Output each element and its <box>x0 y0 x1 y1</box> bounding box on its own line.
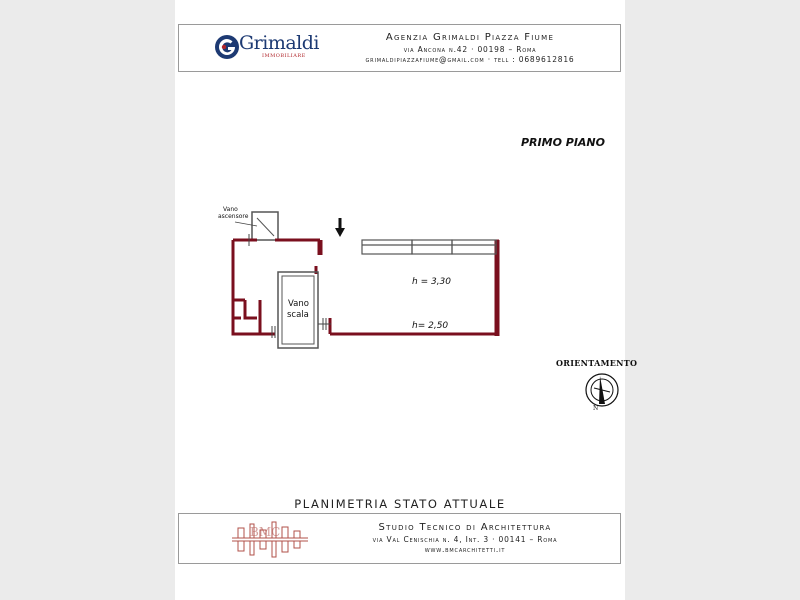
svg-text:BMC: BMC <box>250 525 281 539</box>
studio-address: via Val Cenischia n. 4, Int. 3 · 00141 – Roma <box>372 535 558 544</box>
agency-address: via Ancona n.42 · 00198 – Roma <box>403 45 537 54</box>
stair-label-2: scala <box>287 310 309 320</box>
svg-text:N: N <box>593 405 599 412</box>
entrance-arrow-icon <box>335 218 345 237</box>
agency-contact: grimaldipiazzafiume@gmail.com · tell : 0689612816 <box>365 55 575 64</box>
bmc-logo-icon <box>230 518 310 560</box>
agency-name: Agenzia Grimaldi Piazza Fiume <box>385 32 555 43</box>
brand-subtitle: IMMOBILIARE <box>262 53 306 59</box>
height-label-1: h = 3,30 <box>412 277 452 287</box>
lift-label-1: Vano <box>223 206 238 213</box>
plan-title: PLANIMETRIA STATO ATTUALE <box>294 497 506 511</box>
lift-label-2: ascensore <box>218 213 249 220</box>
document-page <box>175 0 638 600</box>
floor-label: PRIMO PIANO <box>521 136 605 149</box>
height-label-2: h= 2,50 <box>412 321 449 331</box>
orientation-label: ORIENTAMENTO <box>556 358 638 368</box>
brand-name: Grimaldi <box>239 32 319 54</box>
studio-name: Studio Tecnico di Architettura <box>378 522 552 533</box>
compass-icon <box>586 374 618 412</box>
studio-web: www.bmcarchitetti.it <box>424 545 506 554</box>
stair-label-1: Vano <box>288 299 309 309</box>
